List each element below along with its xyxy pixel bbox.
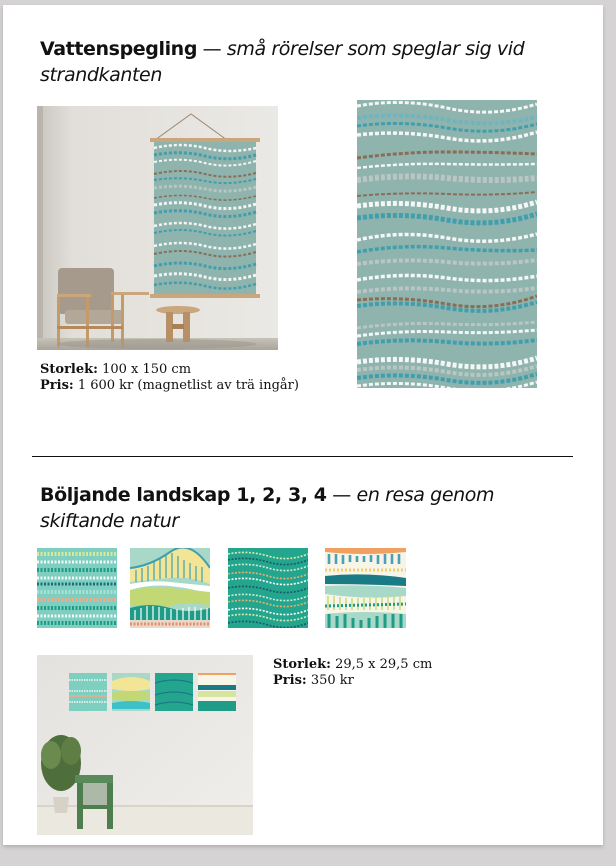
title-dash: — bbox=[326, 484, 357, 506]
size-label: Storlek: bbox=[273, 657, 331, 672]
price-label: Pris: bbox=[273, 673, 307, 688]
title-dash: — bbox=[197, 38, 227, 60]
size-line bbox=[40, 362, 340, 378]
price-line bbox=[273, 673, 493, 689]
thumbnail-landskap-3 bbox=[228, 548, 308, 628]
specs-vattenspegling bbox=[40, 362, 340, 394]
size-line bbox=[273, 657, 493, 673]
section-heading-boljande-landskap bbox=[40, 482, 580, 534]
section-subtitle: en resa genom skiftande natur bbox=[40, 484, 495, 532]
price-value: 1 600 kr (magnetlist av trä ingår) bbox=[73, 378, 299, 393]
price-line bbox=[40, 378, 340, 394]
artwork-vattenspegling bbox=[357, 100, 537, 388]
thumbnail-landskap-4 bbox=[325, 548, 406, 628]
room-mockup-four-canvases bbox=[37, 655, 253, 835]
specs-boljande-landskap bbox=[273, 657, 493, 689]
section-heading-vattenspegling bbox=[40, 36, 560, 88]
size-value: 29,5 x 29,5 cm bbox=[330, 657, 433, 672]
section-title: Vattenspegling bbox=[40, 38, 198, 60]
section-title: Böljande landskap 1, 2, 3, 4 bbox=[40, 484, 327, 506]
document-page bbox=[3, 5, 603, 845]
section-divider bbox=[32, 456, 573, 457]
thumbnail-landskap-2 bbox=[130, 548, 210, 628]
section-subtitle: små rörelser som speglar sig vid strandkanten bbox=[40, 38, 525, 86]
thumbnail-landskap-1 bbox=[37, 548, 117, 628]
price-label: Pris: bbox=[40, 378, 74, 393]
size-value: 100 x 150 cm bbox=[97, 362, 192, 377]
room-mockup-photo bbox=[37, 106, 278, 350]
size-label: Storlek: bbox=[40, 362, 98, 377]
price-value: 350 kr bbox=[306, 673, 354, 688]
